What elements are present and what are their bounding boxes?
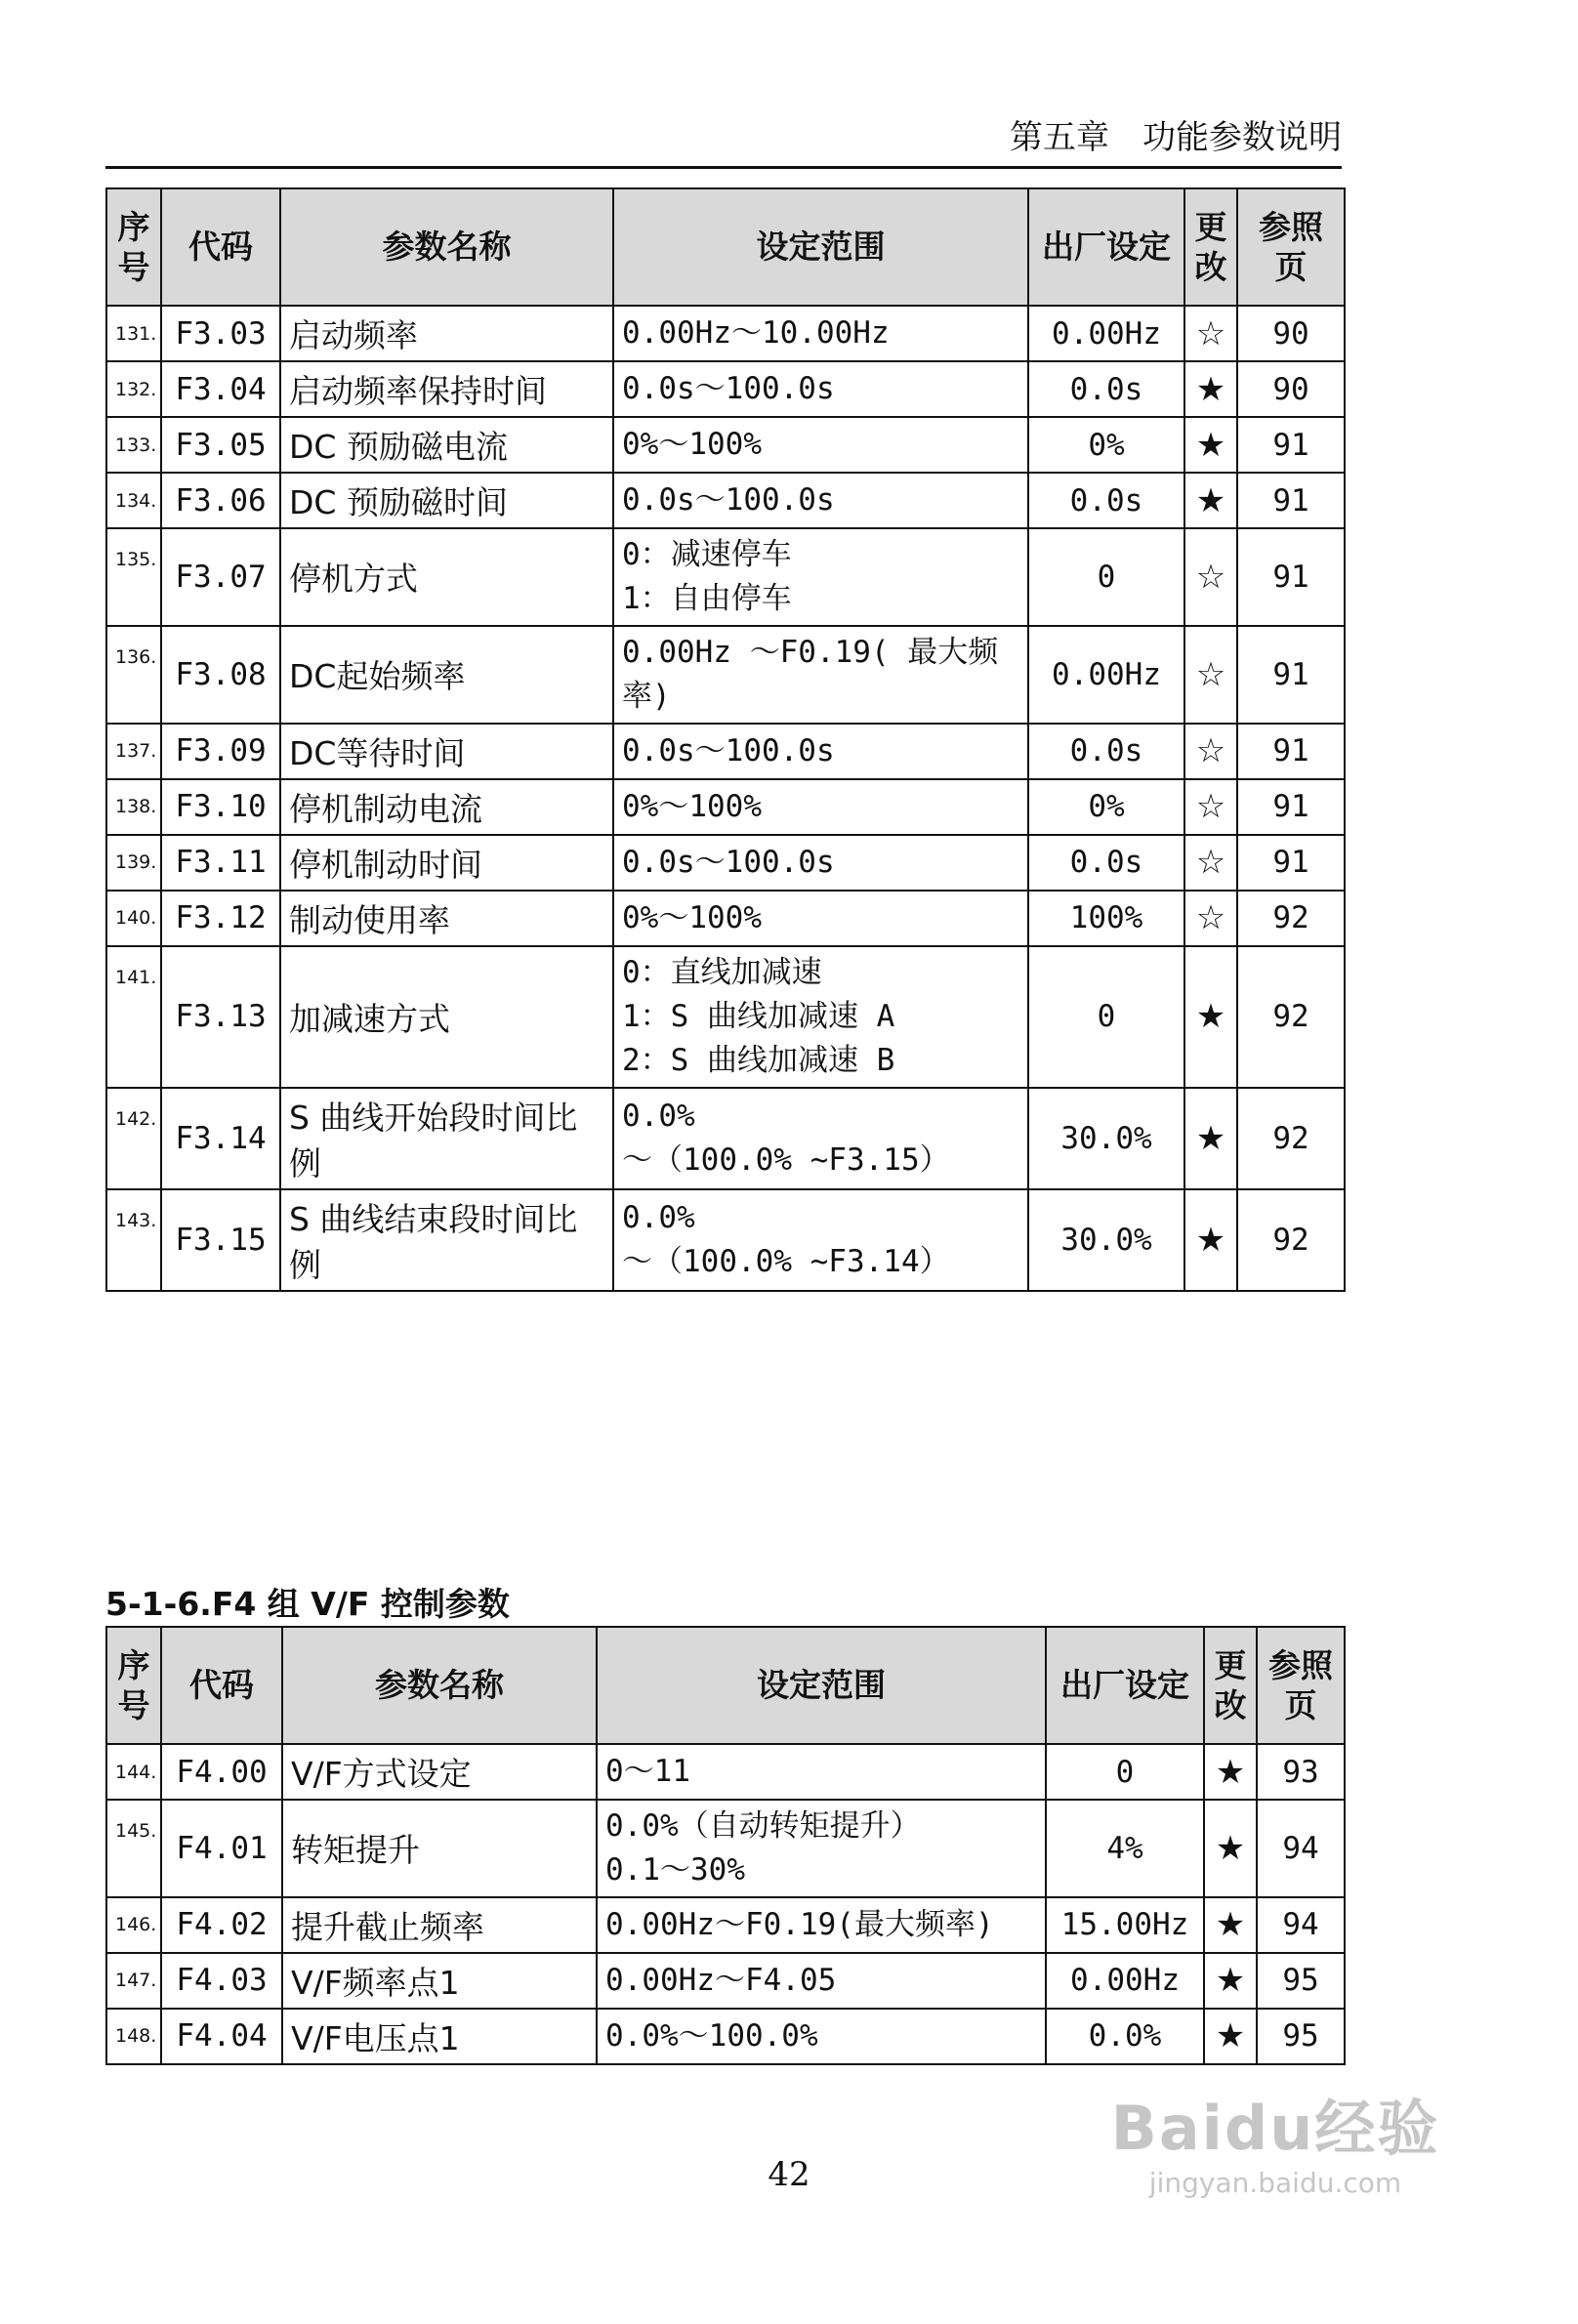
param-name: DC 预励磁电流	[280, 417, 613, 473]
col-header-range: 设定范围	[597, 1627, 1046, 1744]
factory-default: 0%	[1028, 417, 1184, 473]
param-code: F4.00	[161, 1744, 282, 1800]
factory-default: 100%	[1028, 891, 1184, 946]
setting-range	[597, 1800, 1046, 1897]
param-code: F3.13	[161, 946, 280, 1088]
param-code: F3.10	[161, 779, 280, 835]
star-outline-icon: ☆	[1184, 891, 1237, 946]
setting-range-line: 1：自由停车	[622, 580, 792, 616]
row-index: 148.	[106, 2009, 161, 2064]
param-name: DC等待时间	[280, 724, 613, 779]
col-header-name: 参数名称	[282, 1627, 597, 1744]
table-row	[106, 724, 1345, 779]
table-row	[106, 417, 1345, 473]
col-header-code: 代码	[161, 1627, 282, 1744]
star-filled-icon: ★	[1184, 473, 1237, 528]
page-header	[105, 115, 1342, 169]
row-index: 146.	[106, 1897, 161, 1953]
table-header-row	[106, 188, 1345, 306]
factory-default: 0.0s	[1028, 835, 1184, 891]
star-filled-icon: ★	[1204, 1953, 1257, 2009]
factory-default: 0.00Hz	[1028, 626, 1184, 724]
row-index: 134.	[106, 473, 161, 528]
param-name: 提升截止频率	[282, 1897, 597, 1953]
reference-page: 94	[1257, 1800, 1345, 1897]
col-header-default: 出厂设定	[1028, 188, 1184, 306]
row-index: 144.	[106, 1744, 161, 1800]
table-row	[106, 1088, 1345, 1189]
setting-range-line: 0.0%	[622, 1098, 695, 1134]
parameter-table-f4	[105, 1626, 1346, 2065]
section-title-f4: 5-1-6.F4 组 V/F 控制参数	[105, 1585, 510, 1623]
star-filled-icon: ★	[1184, 417, 1237, 473]
setting-range-line: 0.00Hz～10.00Hz	[622, 315, 890, 352]
baidu-jingyan-watermark	[1090, 2080, 1461, 2226]
table-row	[106, 835, 1345, 891]
param-code: F3.06	[161, 473, 280, 528]
setting-range-line: ～（100.0% ~F3.15）	[622, 1141, 950, 1178]
setting-range-line: 0.0%～100.0%	[605, 2017, 818, 2054]
setting-range	[597, 1897, 1046, 1953]
setting-range	[597, 1744, 1046, 1800]
table-row	[106, 626, 1345, 724]
param-name: 启动频率	[280, 306, 613, 361]
param-name: 制动使用率	[280, 891, 613, 946]
param-name: DC起始频率	[280, 626, 613, 724]
col-header-code: 代码	[161, 188, 280, 306]
param-name: 转矩提升	[282, 1800, 597, 1897]
factory-default: 4%	[1046, 1800, 1204, 1897]
reference-page: 95	[1257, 2009, 1345, 2064]
factory-default: 0.00Hz	[1046, 1953, 1204, 2009]
factory-default: 0.0s	[1028, 473, 1184, 528]
reference-page: 91	[1237, 417, 1345, 473]
star-outline-icon: ☆	[1184, 306, 1237, 361]
param-name: V/F电压点1	[282, 2009, 597, 2064]
param-code: F3.03	[161, 306, 280, 361]
factory-default: 0.0s	[1028, 724, 1184, 779]
reference-page: 92	[1237, 1088, 1345, 1189]
row-index: 135.	[106, 528, 161, 626]
star-filled-icon: ★	[1184, 1189, 1237, 1291]
star-outline-icon: ☆	[1184, 779, 1237, 835]
row-index: 139.	[106, 835, 161, 891]
table-row	[106, 2009, 1345, 2064]
setting-range-line: 0.0s～100.0s	[622, 482, 835, 519]
param-name: V/F方式设定	[282, 1744, 597, 1800]
star-outline-icon: ☆	[1184, 528, 1237, 626]
col-header-name: 参数名称	[280, 188, 613, 306]
col-header-range: 设定范围	[613, 188, 1028, 306]
reference-page: 91	[1237, 626, 1345, 724]
row-index: 132.	[106, 361, 161, 417]
setting-range	[613, 473, 1028, 528]
chapter-title: 第五章 功能参数说明	[1010, 118, 1342, 157]
table-row	[106, 528, 1345, 626]
table-row	[106, 891, 1345, 946]
table-row	[106, 1189, 1345, 1291]
setting-range-line: 0～11	[605, 1754, 690, 1790]
table-row	[106, 1744, 1345, 1800]
table-row	[106, 946, 1345, 1088]
page-number: 42	[768, 2155, 810, 2194]
factory-default: 0.0%	[1046, 2009, 1204, 2064]
param-name: 停机制动时间	[280, 835, 613, 891]
param-name: 停机方式	[280, 528, 613, 626]
reference-page: 92	[1237, 1189, 1345, 1291]
reference-page: 90	[1237, 306, 1345, 361]
row-index: 131.	[106, 306, 161, 361]
setting-range-line: 2：S 曲线加减速 B	[622, 1042, 895, 1078]
param-code: F3.08	[161, 626, 280, 724]
factory-default: 30.0%	[1028, 1088, 1184, 1189]
setting-range	[597, 2009, 1046, 2064]
param-code: F4.04	[161, 2009, 282, 2064]
row-index: 138.	[106, 779, 161, 835]
setting-range	[613, 361, 1028, 417]
reference-page: 91	[1237, 528, 1345, 626]
param-name: 停机制动电流	[280, 779, 613, 835]
star-filled-icon: ★	[1204, 1897, 1257, 1953]
factory-default: 0	[1028, 946, 1184, 1088]
setting-range	[613, 835, 1028, 891]
param-code: F3.09	[161, 724, 280, 779]
col-header-seq: 序号	[106, 1627, 161, 1744]
row-index: 133.	[106, 417, 161, 473]
setting-range-line: 1：S 曲线加减速 A	[622, 998, 895, 1034]
reference-page: 93	[1257, 1744, 1345, 1800]
reference-page: 91	[1237, 835, 1345, 891]
star-outline-icon: ☆	[1184, 724, 1237, 779]
setting-range-line: 0：减速停车	[622, 537, 792, 572]
table-header-row	[106, 1627, 1345, 1744]
reference-page: 95	[1257, 1953, 1345, 2009]
star-filled-icon: ★	[1184, 361, 1237, 417]
setting-range-line: 0.1～30%	[605, 1851, 745, 1888]
param-code: F3.12	[161, 891, 280, 946]
col-header-change: 更改	[1204, 1627, 1257, 1744]
row-index: 143.	[106, 1189, 161, 1291]
row-index: 147.	[106, 1953, 161, 2009]
param-name: S 曲线结束段时间比例	[280, 1189, 613, 1291]
star-filled-icon: ★	[1204, 1744, 1257, 1800]
row-index: 142.	[106, 1088, 161, 1189]
col-header-seq: 序号	[106, 188, 161, 306]
param-code: F4.03	[161, 1953, 282, 2009]
setting-range-line: 0.0%	[622, 1199, 695, 1235]
row-index: 140.	[106, 891, 161, 946]
parameter-table-f3	[105, 187, 1346, 1292]
reference-page: 92	[1237, 891, 1345, 946]
param-code: F4.02	[161, 1897, 282, 1953]
setting-range-line: 0%～100%	[622, 899, 762, 935]
watermark-brand: Baidu经验	[1110, 2093, 1440, 2164]
setting-range-line: ～（100.0% ~F3.14）	[622, 1243, 950, 1279]
star-filled-icon: ★	[1184, 1088, 1237, 1189]
setting-range-line: 0.0s～100.0s	[622, 732, 835, 768]
param-name: 启动频率保持时间	[280, 361, 613, 417]
setting-range	[613, 891, 1028, 946]
param-code: F3.11	[161, 835, 280, 891]
setting-range-line: 0：直线加减速	[622, 954, 822, 990]
row-index: 145.	[106, 1800, 161, 1897]
setting-range-line: 0.00Hz～F4.05	[605, 1962, 837, 1998]
setting-range-line: 0.00Hz ～F0.19( 最大频率)	[622, 634, 999, 714]
factory-default: 15.00Hz	[1046, 1897, 1204, 1953]
setting-range	[613, 306, 1028, 361]
table-row	[106, 473, 1345, 528]
setting-range	[613, 626, 1028, 724]
table-row	[106, 1897, 1345, 1953]
param-name: V/F频率点1	[282, 1953, 597, 2009]
param-code: F3.07	[161, 528, 280, 626]
factory-default: 0	[1028, 528, 1184, 626]
param-code: F4.01	[161, 1800, 282, 1897]
param-code: F3.05	[161, 417, 280, 473]
star-outline-icon: ☆	[1184, 626, 1237, 724]
setting-range-line: 0.0s～100.0s	[622, 844, 835, 880]
setting-range-line: 0.00Hz～F0.19(最大频率)	[605, 1906, 994, 1942]
setting-range-line: 0.0%（自动转矩提升）	[605, 1808, 921, 1844]
setting-range	[613, 1088, 1028, 1189]
table-row	[106, 1953, 1345, 2009]
factory-default: 0.00Hz	[1028, 306, 1184, 361]
setting-range-line: 0%～100%	[622, 788, 762, 824]
star-filled-icon: ★	[1184, 946, 1237, 1088]
setting-range	[613, 779, 1028, 835]
factory-default: 0%	[1028, 779, 1184, 835]
param-code: F3.15	[161, 1189, 280, 1291]
setting-range	[613, 946, 1028, 1088]
reference-page: 91	[1237, 473, 1345, 528]
star-filled-icon: ★	[1204, 2009, 1257, 2064]
setting-range	[613, 528, 1028, 626]
col-header-default: 出厂设定	[1046, 1627, 1204, 1744]
watermark-url: jingyan.baidu.com	[1148, 2167, 1402, 2199]
param-name: S 曲线开始段时间比例	[280, 1088, 613, 1189]
setting-range	[613, 1189, 1028, 1291]
table-row	[106, 779, 1345, 835]
param-code: F3.04	[161, 361, 280, 417]
setting-range-line: 0%～100%	[622, 427, 762, 463]
factory-default: 0	[1046, 1744, 1204, 1800]
col-header-change: 更改	[1184, 188, 1237, 306]
col-header-page: 参照页	[1257, 1627, 1345, 1744]
reference-page: 90	[1237, 361, 1345, 417]
reference-page: 91	[1237, 779, 1345, 835]
reference-page: 92	[1237, 946, 1345, 1088]
table-row	[106, 361, 1345, 417]
reference-page: 91	[1237, 724, 1345, 779]
factory-default: 0.0s	[1028, 361, 1184, 417]
param-code: F3.14	[161, 1088, 280, 1189]
star-filled-icon: ★	[1204, 1800, 1257, 1897]
table-row	[106, 306, 1345, 361]
setting-range	[597, 1953, 1046, 2009]
star-outline-icon: ☆	[1184, 835, 1237, 891]
row-index: 136.	[106, 626, 161, 724]
setting-range	[613, 724, 1028, 779]
setting-range-line: 0.0s～100.0s	[622, 371, 835, 407]
setting-range	[613, 417, 1028, 473]
reference-page: 94	[1257, 1897, 1345, 1953]
row-index: 141.	[106, 946, 161, 1088]
row-index: 137.	[106, 724, 161, 779]
col-header-page: 参照页	[1237, 188, 1345, 306]
factory-default: 30.0%	[1028, 1189, 1184, 1291]
table-row	[106, 1800, 1345, 1897]
param-name: DC 预励磁时间	[280, 473, 613, 528]
param-name: 加减速方式	[280, 946, 613, 1088]
